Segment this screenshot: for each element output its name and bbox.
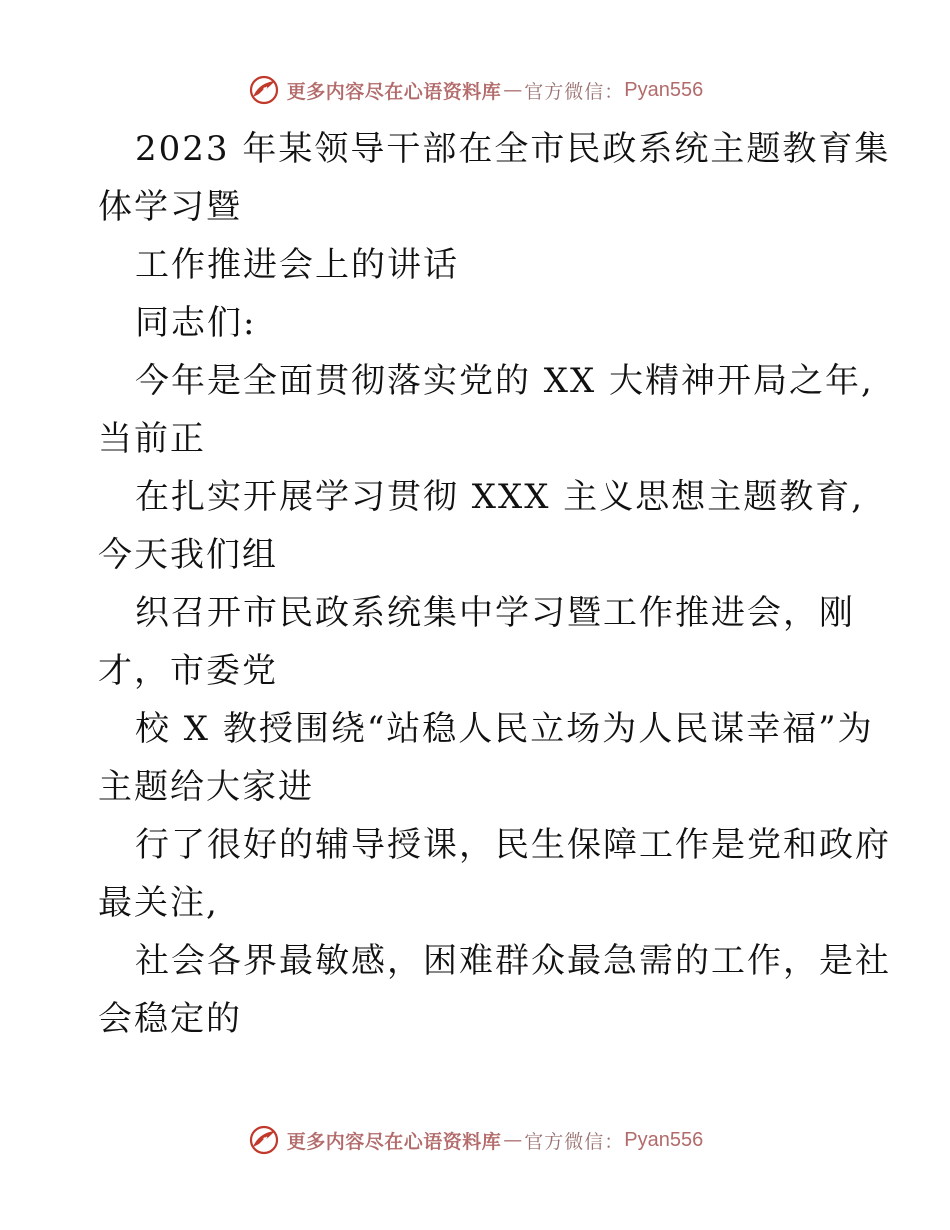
paragraph-line: 会稳定的: [98, 999, 242, 1039]
footer-banner: [0, 1120, 950, 1160]
paragraph-line: 才，市委党: [98, 651, 278, 691]
banner-wechat-id: Pyan556: [624, 1128, 704, 1151]
banner-dash: —: [503, 1129, 523, 1151]
doc-title-line-3: 工作推进会上的讲话: [135, 245, 459, 285]
banner-wechat-label: 官方微信：: [524, 80, 625, 103]
paragraph-line: 今天我们组: [98, 535, 278, 575]
paragraph-line: 行了很好的辅导授课，民生保障工作是党和政府: [135, 825, 891, 865]
paragraph-line: 主题给大家进: [98, 767, 314, 807]
paragraph-line: 社会各界最敏感，困难群众最急需的工作，是社: [135, 941, 891, 981]
pen-nib-logo-icon: [247, 73, 281, 107]
banner-wechat-id: Pyan556: [624, 78, 704, 101]
banner-wechat-label: 官方微信：: [524, 1130, 625, 1153]
banner-main-text: 更多内容尽在心语资料库: [286, 1130, 502, 1153]
header-banner: [0, 70, 950, 110]
salutation: 同志们:: [135, 303, 257, 343]
doc-title-line-1: 2023 年某领导干部在全市民政系统主题教育集: [135, 129, 891, 169]
paragraph-line: 当前正: [98, 419, 206, 459]
doc-title-line-2: 体学习暨: [98, 187, 242, 227]
banner-dash: —: [503, 79, 523, 101]
banner-main-text: 更多内容尽在心语资料库: [286, 80, 502, 103]
paragraph-line: 织召开市民政系统集中学习暨工作推进会，刚: [135, 593, 855, 633]
paragraph-line: 今年是全面贯彻落实党的 XX 大精神开局之年,: [135, 361, 874, 401]
paragraph-line: 最关注,: [98, 883, 219, 923]
paragraph-line: 校 X 教授围绕“站稳人民立场为人民谋幸福”为: [135, 709, 874, 749]
pen-nib-logo-icon: [247, 1123, 281, 1157]
paragraph-line: 在扎实开展学习贯彻 XXX 主义思想主题教育,: [135, 477, 865, 517]
